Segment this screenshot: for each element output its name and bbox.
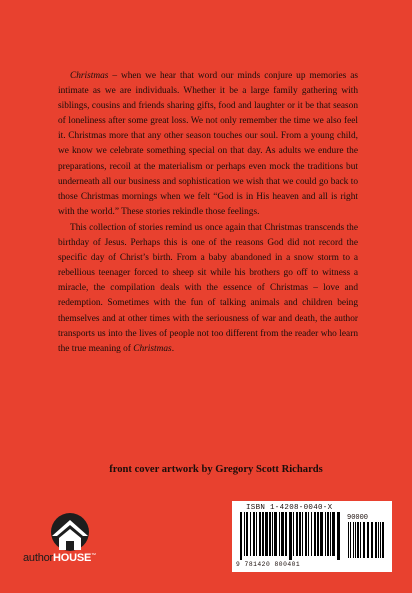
- blurb-title-word: Christmas: [70, 71, 109, 81]
- blurb-closing-period: .: [171, 343, 175, 354]
- publisher-name-part1: author: [23, 552, 53, 564]
- back-cover-blurb: [58, 69, 358, 357]
- barcode-bars-icon: [240, 512, 385, 562]
- barcode-digits: 9 781420 800401: [236, 561, 301, 568]
- cover-artwork-credit: front cover artwork by Gregory Scott Richards: [109, 464, 323, 475]
- blurb-paragraph-2: [58, 221, 358, 357]
- price-code: 90000: [347, 514, 369, 522]
- blurb-paragraph-1: [58, 69, 358, 220]
- publisher-name-part2: HOUSE: [53, 552, 92, 564]
- trademark-symbol: ™: [91, 552, 96, 559]
- blurb-closing-word: Christmas: [133, 343, 172, 354]
- publisher-name: [23, 552, 96, 564]
- blurb-paragraph-2-text: This collection of stories remind us once again that Christmas transcends the birthday of Jesus. Perhaps this is one of the reasons God did not record the specific day of Christ’s birth. From a baby abandoned in a snow storm to a rebellious teenager forced to sheep sit while his brothers go off to witness a miracle, the compilation deals with the essence of Christmas – love and redemption. Sometimes with the fun of talking animals and children being themselves and at other times with the seriousness of war and death, the author transports us into the lives of people not too different from the reader who learn the true meaning of: [58, 222, 358, 354]
- blurb-paragraph-1-text: – when we hear that word our minds conjure up memories as intimate as we are individuals. Whether it be a large family gathering with siblings, cousins and friends sharing gifts, food and laughter or it be that season of loneliness after some great loss. We not only remember the time we also feel it. Christmas more that any other season touches our soul. From a young child, we know we celebrate something special on that day. As adults we endure the preparations, recoil at the materialism or perhaps even mock the traditions but underneath all our business and sophistication we wish that we could go back to those Christmas mornings when we felt “God is in His heaven and all is right with the world.” These stories rekindle those feelings.: [58, 71, 358, 217]
- isbn-number: ISBN 1-4208-0040-X: [246, 504, 333, 512]
